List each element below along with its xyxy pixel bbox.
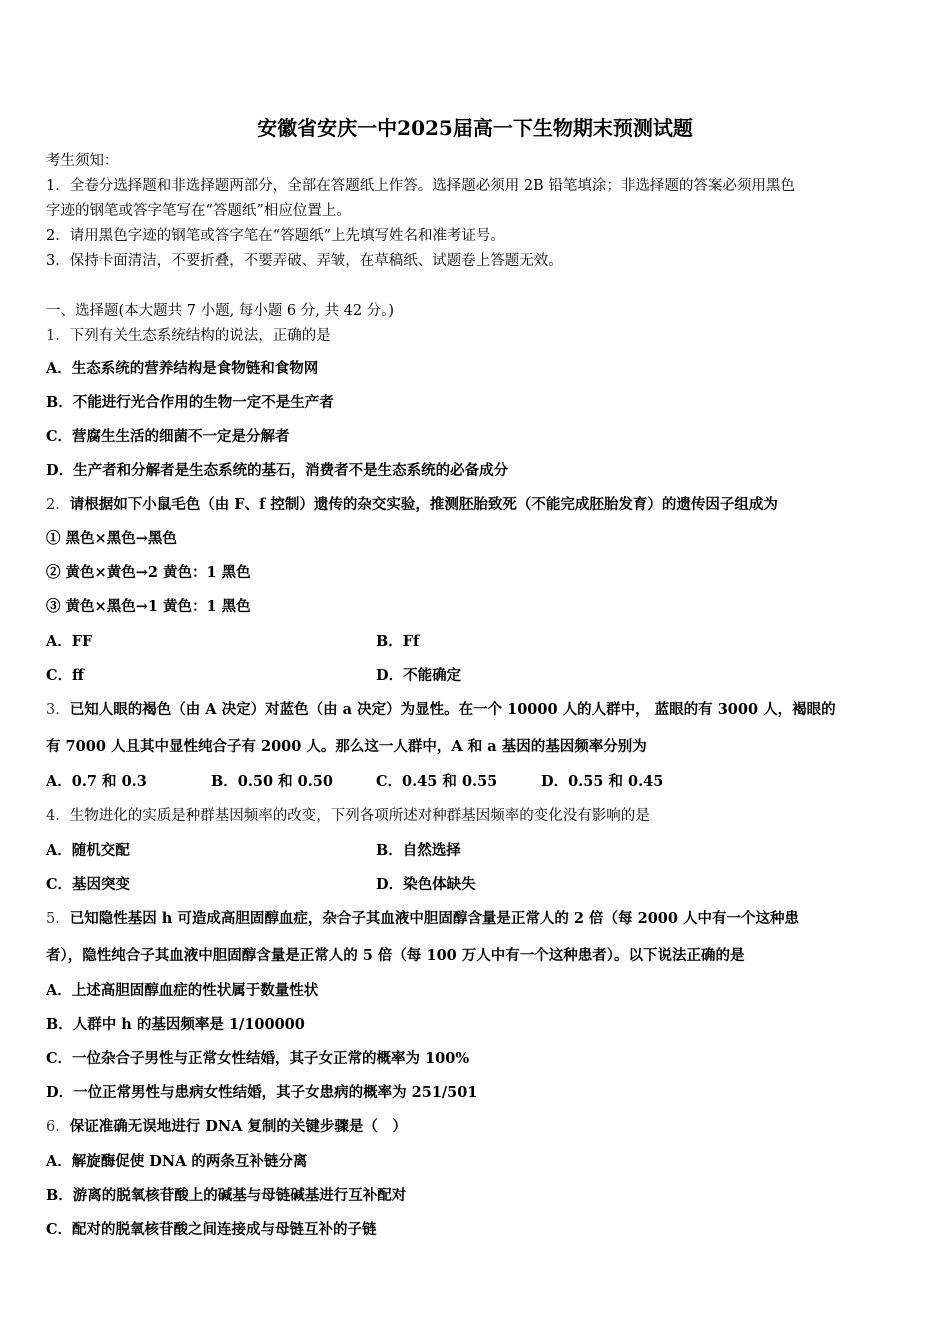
notice-line-2: 2．请用黑色字迹的钢笔或答字笔在“答题纸”上先填写姓名和准考证号。	[46, 228, 506, 244]
question-1-text: 下列有关生态系统结构的说法，正确的是	[69, 328, 331, 344]
question-1-option-d: D．生产者和分解者是生态系统的基石，消费者不是生态系统的必备成分	[46, 462, 509, 479]
page-title: 安徽省安庆一中2025届高一下生物期末预测试题	[257, 116, 693, 140]
question-5-number: 5．	[46, 911, 70, 927]
notice-heading: 考生须知：	[46, 153, 119, 169]
question-4-text: 生物进化的实质是种群基因频率的改变，下列各项所述对种群基因频率的变化没有影响的是	[69, 808, 650, 824]
question-3-option-b: B．0.50 和 0.50	[211, 773, 333, 790]
question-1-option-b: B．不能进行光合作用的生物一定不是生产者	[46, 394, 334, 411]
question-2-option-b: B．Ff	[376, 633, 420, 650]
question-2-stem	[46, 495, 778, 515]
question-3-stem-line-2: 有 7000 人且其中显性纯合子有 2000 人。那么这一人群中，A 和 a 基因的基因频率分别为	[46, 738, 647, 755]
question-2-cross-3: ③ 黄色×黑色→1 黄色：1 黑色	[46, 598, 251, 615]
question-3-option-c: C．0.45 和 0.55	[376, 773, 498, 790]
question-3-option-a: A．0.7 和 0.3	[46, 773, 147, 790]
question-6-option-c: C．配对的脱氧核苷酸之间连接成与母链互补的子链	[46, 1221, 377, 1238]
question-6-stem	[46, 1117, 407, 1137]
question-1-option-c: C．营腐生生活的细菌不一定是分解者	[46, 428, 290, 445]
question-4-option-d: D．染色体缺失	[376, 876, 476, 893]
question-1-stem	[46, 326, 331, 346]
question-5-option-c: C．一位杂合子男性与正常女性结婚，其子女正常的概率为 100%	[46, 1050, 470, 1067]
question-4-number: 4．	[46, 808, 70, 824]
question-3-stem-line-1	[46, 700, 836, 720]
question-5-option-d: D．一位正常男性与患病女性结婚，其子女患病的概率为 251/501	[46, 1084, 478, 1101]
notice-line-1a: 1．全卷分选择题和非选择题两部分，全部在答题纸上作答。选择题必须用 2B 铅笔填涂；非选择题的答案必须用黑色	[46, 178, 795, 194]
question-4-option-b: B．自然选择	[376, 842, 461, 859]
question-3-number: 3．	[46, 702, 70, 718]
question-6-option-b: B．游离的脱氧核苷酸上的碱基与母链碱基进行互补配对	[46, 1187, 407, 1204]
question-6-text: 保证准确无误地进行 DNA 复制的关键步骤是（ ）	[69, 1118, 407, 1135]
question-1-number: 1．	[46, 328, 70, 344]
question-5-stem-line-1	[46, 909, 799, 929]
section-heading: 一、选择题(本大题共 7 小题, 每小题 6 分, 共 42 分。)	[46, 303, 395, 319]
question-2-cross-2: ② 黄色×黄色→2 黄色：1 黑色	[46, 564, 251, 581]
notice-line-1b: 字迹的钢笔或答字笔写在“答题纸”相应位置上。	[46, 203, 351, 219]
question-4-option-a: A．随机交配	[46, 842, 130, 859]
question-1-option-a: A．生态系统的营养结构是食物链和食物网	[46, 360, 319, 377]
notice-line-3: 3．保持卡面清洁，不要折叠，不要弄破、弄皱，在草稿纸、试题卷上答题无效。	[46, 253, 563, 269]
question-2-option-d: D．不能确定	[376, 667, 462, 684]
question-5-option-a: A．上述高胆固醇血症的性状属于数量性状	[46, 982, 319, 999]
question-4-stem	[46, 806, 650, 826]
question-6-number: 6．	[46, 1119, 70, 1135]
question-2-text: 请根据如下小鼠毛色（由 F、f 控制）遗传的杂交实验，推测胚胎致死（不能完成胚胎发育）的遗传因子组成为	[69, 496, 778, 513]
question-5-option-b: B．人群中 h 的基因频率是 1/100000	[46, 1016, 305, 1033]
question-2-cross-1: ① 黑色×黑色→黑色	[46, 530, 177, 547]
question-3-text-1: 已知人眼的褐色（由 A 决定）对蓝色（由 a 决定）为显性。在一个 10000 人的人群中， 蓝眼的有 3000 人，褐眼的	[69, 701, 836, 718]
question-5-stem-line-2: 者），隐性纯合子其血液中胆固醇含量是正常人的 5 倍（每 100 万人中有一个这种患者）。以下说法正确的是	[46, 947, 745, 964]
question-4-option-c: C．基因突变	[46, 876, 131, 893]
question-2-option-c: C．ff	[46, 667, 84, 684]
question-2-number: 2．	[46, 497, 70, 513]
question-2-option-a: A．FF	[46, 633, 93, 650]
question-6-option-a: A．解旋酶促使 DNA 的两条互补链分离	[46, 1153, 308, 1170]
question-3-option-d: D．0.55 和 0.45	[541, 773, 664, 790]
question-5-text-1: 已知隐性基因 h 可造成高胆固醇血症，杂合子其血液中胆固醇含量是正常人的 2 倍（每 2000 人中有一个这种患	[69, 910, 800, 927]
